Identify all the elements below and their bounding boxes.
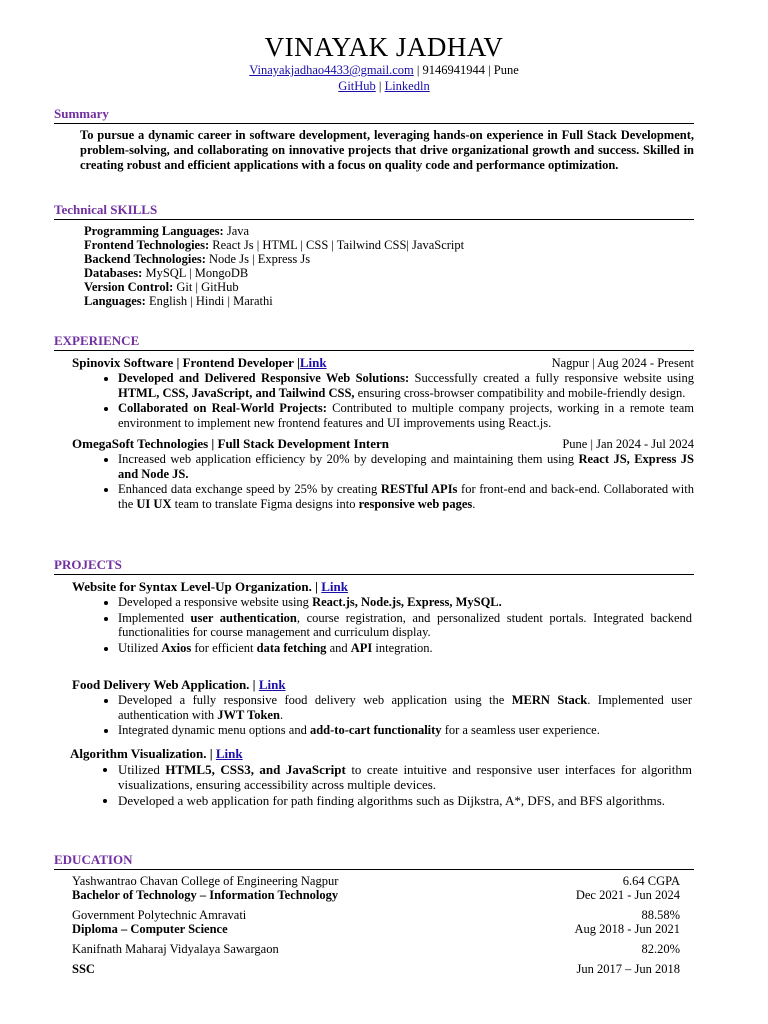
skill-row: [84, 252, 694, 266]
job-title: [72, 436, 389, 452]
bullet-item: [118, 595, 692, 610]
bullet-text: Integrated dynamic menu options and: [118, 723, 310, 737]
bullet-list: [72, 595, 692, 655]
skill-label: Programming Languages:: [84, 224, 224, 238]
bullet-item: [118, 401, 694, 430]
bullet-text: , course registration, and personalized student portals. Integrated backend functionalities for course management and curriculum display.: [118, 610, 693, 639]
project-heading: [70, 746, 694, 762]
education-meta: 82.20%: [641, 942, 680, 956]
bullet-emphasis: responsive web pages: [358, 496, 473, 511]
skill-label: Version Control:: [84, 280, 174, 294]
bullet-emphasis: Developed and Delivered Responsive Web Solutions:: [118, 371, 410, 385]
bullet-text: .: [472, 496, 476, 511]
bullet-item: [118, 793, 692, 808]
bullet-item: [118, 723, 692, 738]
bullet-text: team to translate Figma designs into: [171, 496, 359, 511]
project-heading: [72, 677, 694, 693]
bullet-emphasis: Collaborated on Real-World Projects:: [118, 401, 327, 415]
bullet-text: to create intuitive and responsive user interfaces for algorithm visualizations, ensuring accessibility across multiple devices.: [118, 761, 692, 792]
linkedin-link[interactable]: Linkedln: [384, 79, 430, 93]
skill-row: [84, 238, 694, 252]
skill-value: Node Js | Express Js: [205, 252, 311, 266]
education-list: [54, 874, 694, 976]
education-meta: 88.58%: [641, 908, 680, 922]
separator: |: [378, 79, 385, 93]
skill-label: Frontend Technologies:: [84, 238, 210, 252]
project-title-text: Algorithm Visualization. |: [70, 745, 213, 761]
education-detail: Yashwantrao Chavan College of Engineering Nagpur: [72, 874, 339, 888]
bullet-emphasis: RESTful APIs: [380, 482, 458, 496]
bullet-emphasis: HTML5, CSS3, and JavaScript: [165, 761, 346, 777]
bullet-text: Implemented: [118, 610, 191, 625]
project-heading: [72, 579, 694, 595]
bullet-list: [70, 762, 692, 808]
project-title-text: Food Delivery Web Application. |: [72, 677, 256, 692]
project-entry: [72, 579, 694, 655]
separator: |: [488, 63, 494, 77]
project-title: [72, 579, 348, 595]
education-detail: Diploma – Computer Science: [72, 922, 228, 936]
bullet-item: [118, 641, 692, 656]
bullet-item: [118, 371, 694, 400]
bullet-text: Contributed to multiple company projects, working in a remote team environment to implement new frontend features and UI improvements using React.js.: [118, 401, 695, 430]
project-title: [70, 746, 243, 762]
bullet-item: [118, 762, 692, 792]
education-meta: Dec 2021 - Jun 2024: [575, 888, 680, 902]
bullet-emphasis: JWT Token: [217, 707, 280, 722]
bullet-text: Developed a fully responsive food delivery web application using the: [118, 693, 512, 707]
skills-section: [54, 202, 694, 308]
bullet-emphasis: add-to-cart functionality: [309, 723, 442, 737]
education-meta: 6.64 CGPA: [622, 874, 680, 888]
job-entry: [72, 436, 694, 511]
bullet-text: for a seamless user experience.: [441, 723, 600, 737]
bullet-text: Successfully created a fully responsive website using: [409, 371, 694, 385]
education-detail: Bachelor of Technology – Information Technology: [72, 888, 339, 902]
education-row: [72, 874, 680, 888]
job-link[interactable]: Link: [299, 355, 327, 370]
bullet-emphasis: Axios: [161, 640, 192, 655]
skill-value: React Js | HTML | CSS | Tailwind CSS| JavaScript: [209, 238, 465, 252]
contact-line: [0, 62, 768, 78]
education-meta: Aug 2018 - Jun 2021: [574, 922, 680, 936]
bullet-text: Developed a web application for path finding algorithms such as Dijkstra, A*, DFS, and BFS algorithms.: [118, 792, 666, 808]
separator: |: [416, 63, 423, 77]
bullet-list: [72, 452, 694, 511]
education-row: [72, 908, 680, 922]
bullet-list: [72, 693, 692, 738]
skill-value: Java: [223, 224, 250, 238]
email-link[interactable]: Vinayakjadhao4433@gmail.com: [249, 63, 414, 77]
job-title-text: OmegaSoft Technologies | Full Stack Development Intern: [72, 436, 390, 451]
jobs-list: [54, 355, 694, 511]
bullet-emphasis: MERN Stack: [511, 693, 588, 707]
skill-label: Backend Technologies:: [84, 252, 206, 266]
job-heading: [72, 436, 694, 452]
education-row: [72, 962, 680, 976]
bullet-emphasis: user authentication: [190, 610, 297, 625]
skill-row: [84, 224, 694, 238]
summary-section: [54, 106, 694, 173]
profile-links: [0, 78, 768, 94]
project-link[interactable]: Link: [321, 579, 349, 594]
education-detail: Kanifnath Maharaj Vidyalaya Sawargaon: [72, 942, 279, 956]
github-link[interactable]: GitHub: [338, 79, 376, 93]
project-link[interactable]: Link: [258, 677, 286, 692]
skill-label: Languages:: [84, 294, 146, 308]
job-title-text: Spinovix Software | Frontend Developer |: [72, 355, 300, 370]
phone-number: 9146941944: [422, 63, 486, 77]
skill-value: MySQL | MongoDB: [142, 266, 249, 280]
section-title: Summary: [54, 106, 694, 124]
project-entry: [72, 677, 694, 738]
experience-section: [54, 333, 694, 512]
bullet-item: [118, 693, 692, 722]
skill-value: Git | GitHub: [173, 280, 239, 294]
section-title: PROJECTS: [54, 557, 694, 575]
bullet-emphasis: React JS, Express JS and Node JS.: [118, 452, 694, 481]
job-heading: [72, 355, 694, 371]
education-row: [72, 888, 680, 902]
section-title: EDUCATION: [54, 852, 694, 870]
location: Pune: [493, 63, 519, 77]
bullet-emphasis: API: [350, 640, 373, 655]
skill-row: [84, 294, 694, 308]
skill-row: [84, 266, 694, 280]
section-title: EXPERIENCE: [54, 333, 694, 351]
bullet-text: ensuring cross-browser compatibility and mobile-friendly design.: [354, 385, 686, 400]
job-title: [72, 355, 327, 371]
bullet-list: [72, 371, 694, 430]
education-detail: Government Polytechnic Amravati: [72, 908, 247, 922]
summary-text: To pursue a dynamic career in software development, leveraging hands-on experience in Full Stack Development, problem-solving, and collaborating on innovative projects that drive organizational growth and success. Skilled in creating robust and efficient applications with a focus on quality code and performance optimization.: [80, 128, 694, 172]
bullet-emphasis: UI UX: [136, 496, 172, 511]
bullet-emphasis: data fetching: [256, 640, 327, 655]
bullet-item: [118, 452, 694, 481]
section-title: Technical SKILLS: [54, 202, 694, 220]
bullet-emphasis: React.js, Node.js, Express, MySQL.: [312, 595, 502, 609]
bullet-text: Increased web application efficiency by 20% by developing and maintaining them using: [118, 452, 579, 466]
bullet-text: Utilized: [118, 640, 162, 655]
skill-row: [84, 280, 694, 294]
bullet-text: Developed a responsive website using: [118, 595, 313, 609]
bullet-item: [118, 482, 694, 511]
bullet-text: for front-end and back-end. Collaborated with the: [118, 482, 694, 511]
projects-section: [54, 557, 694, 809]
bullet-text: .: [279, 707, 284, 722]
education-meta: Jun 2017 – Jun 2018: [576, 962, 680, 976]
resume-header: [0, 0, 768, 94]
bullet-text: and: [326, 640, 351, 655]
skill-label: Databases:: [84, 266, 143, 280]
project-entry: [70, 746, 694, 808]
job-entry: [72, 355, 694, 430]
education-row: [72, 942, 680, 956]
bullet-item: [118, 611, 692, 640]
candidate-name: VINAYAK JADHAV: [264, 32, 504, 62]
bullet-text: for efficient: [191, 640, 257, 655]
bullet-text: Enhanced data exchange speed by 25% by creating: [118, 482, 381, 496]
skill-value: English | Hindi | Marathi: [145, 294, 273, 308]
bullet-text: Utilized: [118, 761, 166, 777]
bullet-text: integration.: [372, 640, 433, 655]
job-location-date: Pune | Jan 2024 - Jul 2024: [562, 437, 694, 451]
bullet-emphasis: HTML, CSS, JavaScript, and Tailwind CSS,: [118, 385, 355, 400]
education-detail: SSC: [72, 962, 95, 976]
skills-list: [84, 224, 694, 308]
job-location-date: Nagpur | Aug 2024 - Present: [551, 356, 694, 370]
project-link[interactable]: Link: [215, 745, 243, 761]
education-section: [54, 852, 694, 976]
project-title-text: Website for Syntax Level-Up Organization. |: [72, 579, 319, 594]
projects-list: [54, 579, 694, 808]
bullet-text: . Implemented user authentication with: [118, 693, 692, 722]
education-row: [72, 922, 680, 936]
project-title: [72, 677, 286, 693]
